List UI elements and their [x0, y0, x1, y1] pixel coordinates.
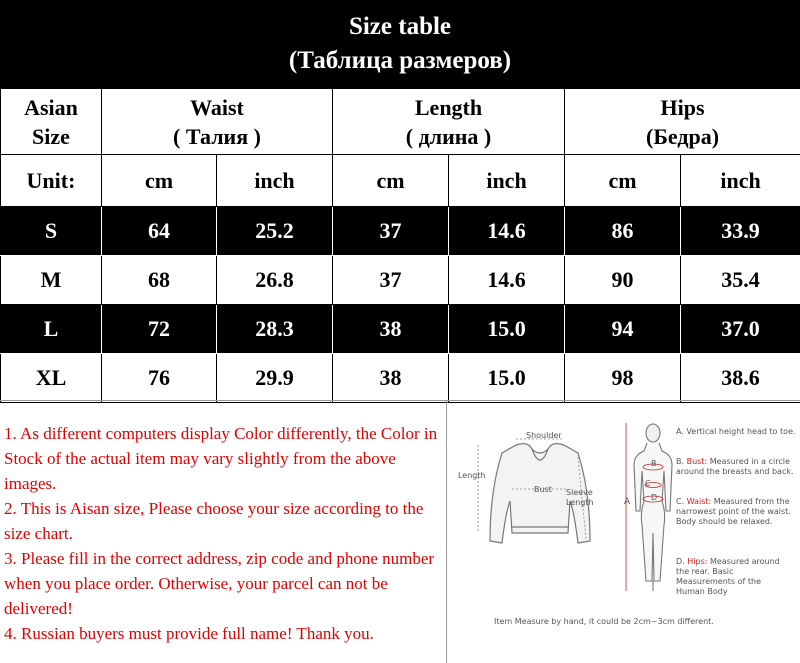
cell-length-inch: 15.0	[449, 305, 565, 354]
legend-b: B. Bust: Measured in a circle around the breasts and back.	[676, 457, 794, 476]
cell-size: M	[1, 256, 102, 305]
cell-length-cm: 38	[333, 354, 449, 403]
cell-hips-cm: 86	[565, 207, 681, 256]
cell-length-inch: 14.6	[449, 207, 565, 256]
human-figure	[634, 424, 672, 591]
cell-hips-inch: 37.0	[681, 305, 800, 354]
note-2: 2. This is Aisan size, Please choose your size according to the size chart.	[4, 499, 424, 543]
cell-waist-inch: 26.8	[217, 256, 333, 305]
cell-waist-cm: 68	[102, 256, 217, 305]
cell-hips-cm: 94	[565, 305, 681, 354]
note-1: 1. As different computers display Color differently, the Color in Stock of the actual item may vary slightly from the above images.	[4, 424, 438, 493]
cell-waist-cm: 72	[102, 305, 217, 354]
cell-waist-inch: 25.2	[217, 207, 333, 256]
cell-hips-cm: 98	[565, 354, 681, 403]
cell-hips-cm: 90	[565, 256, 681, 305]
measurement-diagram	[448, 401, 800, 663]
marker-b: B	[651, 459, 657, 468]
cell-hips-inch: 35.4	[681, 256, 800, 305]
unit-inch: inch	[681, 155, 800, 207]
marker-a: A	[624, 497, 631, 507]
cell-length-cm: 38	[333, 305, 449, 354]
label-length: Length	[458, 471, 486, 480]
cell-waist-cm: 64	[102, 207, 217, 256]
table-row	[1, 207, 800, 256]
unit-cm: cm	[102, 155, 217, 207]
header-hips: Hips (Бедра)	[565, 89, 800, 155]
cell-length-cm: 37	[333, 256, 449, 305]
table-header-row	[1, 89, 800, 155]
label-bust: Bust	[534, 485, 552, 494]
size-table-title	[0, 0, 800, 88]
cell-length-inch: 14.6	[449, 256, 565, 305]
cell-waist-cm: 76	[102, 354, 217, 403]
marker-d: D	[651, 493, 658, 502]
cell-length-inch: 15.0	[449, 354, 565, 403]
cell-length-cm: 37	[333, 207, 449, 256]
title-line-2: (Таблица размеров)	[288, 47, 512, 74]
legend-a: A. Vertical height head to toe.	[676, 427, 796, 436]
cell-hips-inch: 33.9	[681, 207, 800, 256]
unit-cm: cm	[333, 155, 449, 207]
table-row	[1, 354, 800, 403]
note-3: 3. Please fill in the correct address, zip code and phone number when you place order. Otherwise, your parcel can not be delivered!	[4, 549, 435, 618]
table-row	[1, 256, 800, 305]
unit-cm: cm	[565, 155, 681, 207]
header-waist: Waist ( Талия )	[102, 89, 333, 155]
legend-d: D. Hips: Measured around the rear. Basic Measurements of the Human Body	[676, 557, 780, 596]
title-line-1: Size table	[348, 13, 452, 40]
notes-panel	[0, 401, 447, 663]
size-table	[0, 88, 800, 403]
table-units-row	[1, 155, 800, 207]
unit-label: Unit:	[1, 155, 102, 207]
label-sleeve: Sleeve Length	[566, 488, 594, 507]
cell-size: XL	[1, 354, 102, 403]
legend-c: C. Waist: Measured from the narrowest point of the waist. Body should be relaxed.	[676, 497, 791, 526]
marker-c: C	[645, 479, 651, 488]
cell-waist-inch: 29.9	[217, 354, 333, 403]
header-length: Length ( длина )	[333, 89, 565, 155]
table-row	[1, 305, 800, 354]
unit-inch: inch	[217, 155, 333, 207]
cell-size: L	[1, 305, 102, 354]
diagram-footer: Item Measure by hand, it could be 2cm~3cm different.	[494, 617, 714, 626]
note-4: 4. Russian buyers must provide full name! Thank you.	[4, 624, 374, 643]
cell-waist-inch: 28.3	[217, 305, 333, 354]
unit-inch: inch	[449, 155, 565, 207]
cell-size: S	[1, 207, 102, 256]
notes-and-diagram	[0, 400, 800, 663]
label-shoulder: Shoulder	[526, 431, 562, 440]
cell-hips-inch: 38.6	[681, 354, 800, 403]
header-asian-size: Asian Size	[1, 89, 102, 155]
